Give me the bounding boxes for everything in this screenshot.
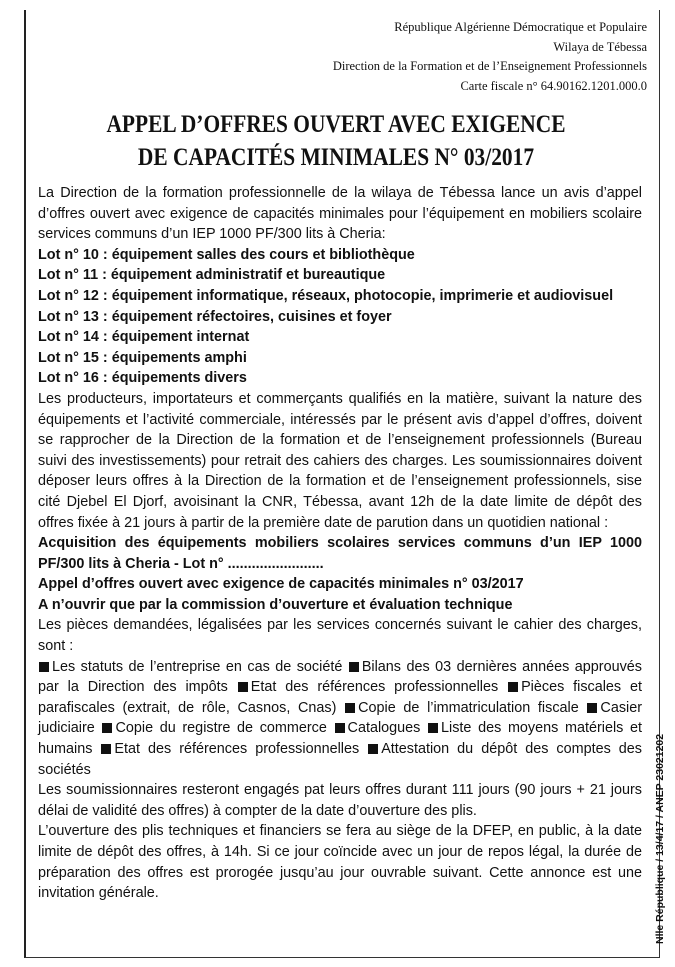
bullet-square-icon [102, 723, 112, 733]
bullet-square-icon [349, 662, 359, 672]
bullet-square-icon [335, 723, 345, 733]
header-line-republic: République Algérienne Démocratique et Populaire [394, 20, 647, 34]
piece-item: Les statuts de l’entreprise en cas de société [52, 658, 343, 675]
notice-body [38, 183, 642, 904]
header-line-direction: Direction de la Formation et de l’Enseignement Professionnels [332, 59, 647, 73]
bullet-square-icon [368, 744, 378, 754]
piece-item: Copie de l’immatriculation fiscale [358, 699, 579, 716]
header-line-fiscal-card: Carte fiscale n° 64.90162.1201.000.0 [460, 78, 647, 93]
bullet-square-icon [238, 682, 248, 692]
lot-item: Lot n° 10 : équipement salles des cours et bibliothèque [38, 246, 415, 263]
lot-item: Lot n° 16 : équipements divers [38, 370, 247, 387]
bullet-square-icon [39, 662, 49, 672]
validity-paragraph: Les soumissionnaires resteront engagés pat leurs offres durant 111 jours (90 jours + 21 jours délai de validité des offres) à compter de la date d’ouverture des plis. [38, 782, 642, 819]
piece-item: Casier judiciaire [38, 699, 643, 737]
issuer-header [333, 18, 647, 96]
envelope-label-tender: Appel d’offres ouvert avec exigence de capacités minimales n° 03/2017 [38, 576, 524, 593]
bullet-square-icon [587, 703, 597, 713]
lot-item: Lot n° 12 : équipement informatique, réseaux, photocopie, imprimerie et audiovisuel [38, 287, 614, 304]
lot-item: Lot n° 11 : équipement administratif et bureautique [38, 267, 386, 284]
title-line-2: DE CAPACITÉS MINIMALES N° 03/2017 [137, 142, 535, 171]
piece-item: Catalogues [347, 720, 421, 737]
piece-item: Liste des moyens matériels et humains [38, 720, 643, 758]
envelope-label-acquisition: Acquisition des équipements mobiliers scolaires services communs d’un IEP 1000 PF/300 lits à Cheria - Lot n° ........................ [38, 535, 642, 572]
bullet-square-icon [345, 703, 355, 713]
pieces-list [38, 657, 642, 781]
piece-item: Pièces fiscales et parafiscales (extrait, de rôle, Casnos, Cnas) [38, 679, 643, 716]
bullet-square-icon [428, 723, 438, 733]
notice-title [79, 107, 593, 173]
opening-paragraph: L’ouverture des plis techniques et financiers se fera au siège de la DFEP, en public, à la date limite de dépôt des offres, à 14h. Si ce jour coïncide avec un jour de repos légal, la durée de préparation des offres est prorogée jusqu’au jour ouvrable suivant. Cette annonce est une invitation générale. [38, 823, 642, 902]
conditions-paragraph: Les producteurs, importateurs et commerçants qualifiés en la matière, suivant la nature des équipements et l’activité commerciale, intéressés par le présent avis d’appel d’offres, doivent se rapprocher de la Direction de la formation et de l’enseignement professionnels (Bureau suivi des investissements) pour retrait des cahiers des charges. Les soumissionnaires doivent déposer leurs offres à la Direction de la formation et de l’enseignement professionnels, sise cité Djebel El Djorf, avoisinant la CNR, Tébessa, avant 12h de la date limite de dépôt des offres fixée à 21 jours à partir de la première date de parution dans un quotidien national : [38, 390, 642, 531]
pieces-intro: Les pièces demandées, légalisées par les services concernés suivant le cahier des charges, sont : [38, 617, 642, 655]
title-line-1: APPEL D’OFFRES OUVERT AVEC EXIGENCE [106, 109, 566, 138]
lot-item: Lot n° 15 : équipements amphi [38, 349, 247, 366]
header-line-wilaya: Wilaya de Tébessa [553, 39, 647, 54]
piece-item: Attestation du dépôt des comptes des sociétés [38, 741, 642, 778]
lot-item: Lot n° 13 : équipement réfectoires, cuisines et foyer [38, 308, 392, 325]
publication-reference: Nlle République / 13/4/17 / ANEP 23021202 [654, 733, 666, 944]
piece-item: Etat des références professionnelles [250, 679, 499, 696]
piece-item: Copie du registre de commerce [115, 720, 327, 737]
piece-item: Bilans des 03 dernières années approuvés par la Direction des impôts [38, 658, 643, 696]
intro-paragraph: La Direction de la formation professionnelle de la wilaya de Tébessa lance un avis d’appel d’offres ouvert avec exigence de capacités minimales pour l’équipement en mobiliers scolaire services communs d’un IEP 1000 PF/300 lits à Cheria: [38, 185, 642, 243]
lot-item: Lot n° 14 : équipement internat [38, 329, 250, 346]
bullet-square-icon [508, 682, 518, 692]
piece-item: Etat des références professionnelles [114, 741, 360, 758]
bullet-square-icon [101, 744, 111, 754]
envelope-label-commission: A n’ouvrir que par la commission d’ouverture et évaluation technique [38, 596, 513, 613]
